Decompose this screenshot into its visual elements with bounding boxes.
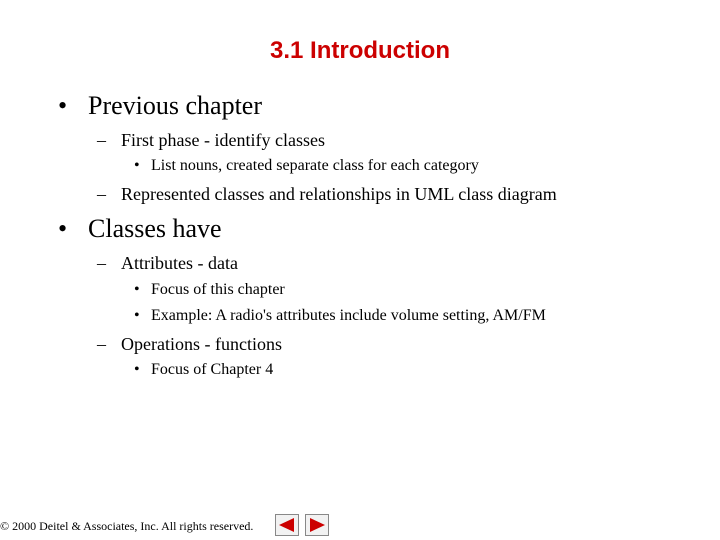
small-bullet-marker: •	[134, 307, 140, 324]
next-slide-button[interactable]	[305, 514, 329, 536]
sub-bullet-item	[97, 332, 282, 356]
detail-bullet-item	[134, 306, 546, 326]
dash-marker: –	[97, 334, 106, 354]
dash-marker: –	[97, 130, 106, 150]
small-bullet-marker: •	[134, 361, 140, 378]
bullet-item	[58, 90, 262, 122]
bullet-text: Classes have	[88, 214, 222, 243]
bullet-text: Previous chapter	[88, 91, 263, 120]
detail-bullet-item	[134, 360, 273, 380]
slide-title: 3.1 Introduction	[270, 37, 450, 64]
sub-bullet-text: Attributes - data	[121, 253, 238, 273]
bullet-item	[58, 213, 222, 245]
bullet-marker: •	[58, 91, 68, 120]
bullet-marker: •	[58, 214, 68, 243]
detail-bullet-text: Focus of this chapter	[151, 281, 285, 298]
dash-marker: –	[97, 253, 106, 273]
sub-bullet-text: First phase - identify classes	[121, 130, 325, 150]
arrow-left-icon	[278, 518, 296, 532]
sub-bullet-text: Operations - functions	[121, 334, 282, 354]
detail-bullet-text: List nouns, created separate class for each category	[151, 157, 479, 174]
sub-bullet-text: Represented classes and relationships in UML class diagram	[121, 184, 557, 204]
previous-slide-button[interactable]	[275, 514, 299, 536]
sub-bullet-item	[97, 128, 325, 152]
arrow-right-icon	[308, 518, 326, 532]
small-bullet-marker: •	[134, 281, 140, 298]
sub-bullet-item	[97, 251, 238, 275]
copyright-footer: © 2000 Deitel & Associates, Inc. All rights reserved.	[0, 519, 254, 533]
detail-bullet-text: Example: A radio's attributes include volume setting, AM/FM	[151, 307, 546, 324]
sub-bullet-item	[97, 182, 557, 206]
small-bullet-marker: •	[134, 157, 140, 174]
dash-marker: –	[97, 184, 106, 204]
detail-bullet-item	[134, 156, 479, 176]
detail-bullet-text: Focus of Chapter 4	[151, 361, 274, 378]
detail-bullet-item	[134, 280, 285, 300]
